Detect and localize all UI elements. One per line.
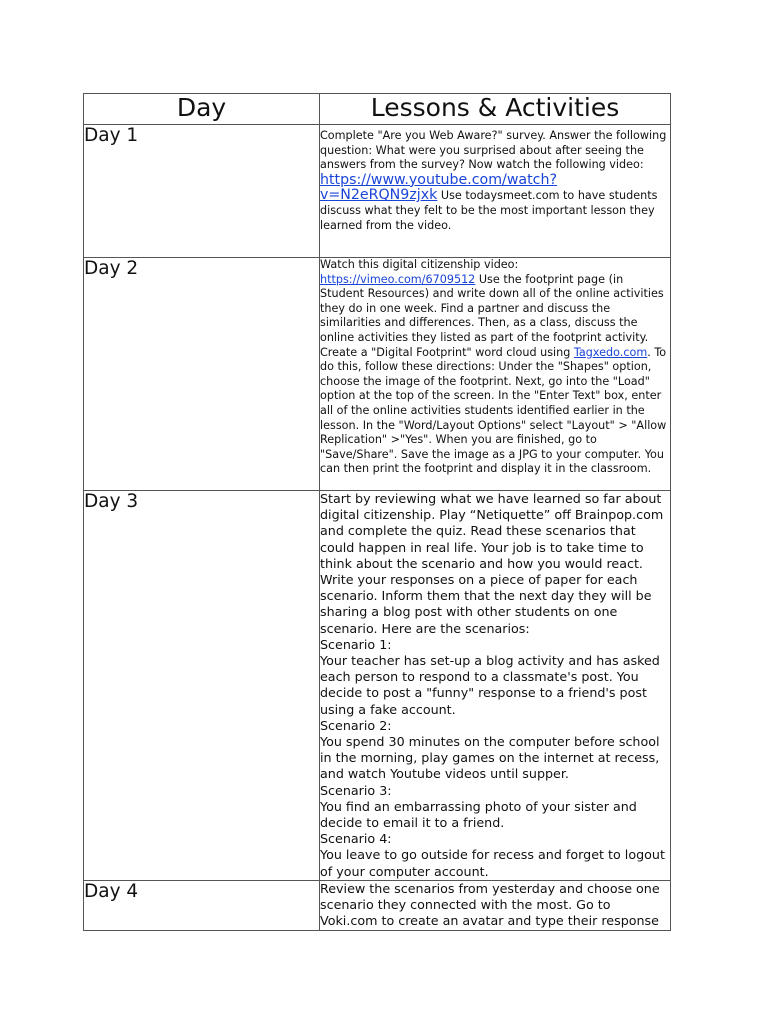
scenario-title: Scenario 2: bbox=[320, 717, 392, 733]
day-label: Day 1 bbox=[84, 125, 320, 258]
activity-text: Complete "Are you Web Aware?" survey. Answer the following question: What were you surprised about after seeing the answers from the survey? Now watch the following video: bbox=[320, 129, 667, 172]
activity-text: Watch this digital citizenship video: bbox=[320, 258, 519, 271]
table-row bbox=[84, 880, 671, 930]
day-label: Day 3 bbox=[84, 491, 320, 881]
youtube-video-link[interactable]: https://www.youtube.com/watch?v=N2eRQN9zjxk bbox=[320, 171, 558, 204]
scenario-title: Scenario 4: bbox=[320, 831, 392, 847]
lesson-plan-table bbox=[83, 93, 671, 931]
table-header-row bbox=[84, 94, 671, 125]
activity-text: Review the scenarios from yesterday and choose one scenario they connected with the most. Go to Voki.com to create an avatar and type their response bbox=[320, 880, 660, 929]
vimeo-video-link[interactable]: https://vimeo.com/6709512 bbox=[320, 272, 476, 286]
scenario-title: Scenario 1: bbox=[320, 636, 392, 652]
day-label: Day 4 bbox=[84, 880, 320, 930]
column-header-day: Day bbox=[84, 94, 320, 125]
activity-text: Use the footprint page (in Student Resources) and write down all of the online activities they do in one week. Find a partner and discuss the similarities and differences. Then, as a class, discuss the online activities they listed as part of the footprint activity. Create a "Digital Footprint" word cloud using bbox=[320, 272, 664, 359]
scenario-text: You leave to go outside for recess and forget to logout of your computer account. bbox=[320, 847, 665, 879]
activity-cell bbox=[320, 258, 671, 491]
table-row bbox=[84, 125, 671, 258]
day-label: Day 2 bbox=[84, 258, 320, 491]
scenario-text: You spend 30 minutes on the computer before school in the morning, play games on the internet at recess, and watch Youtube videos until supper. bbox=[320, 734, 660, 782]
activity-text: Start by reviewing what we have learned so far about digital citizenship. Play “Netiquette” off Brainpop.com and complete the quiz. Read these scenarios that could happen in real life. Your job is to take time to think about the scenario and how you would react. Write your responses on a piece of paper for each scenario. Inform them that the next day they will be sharing a blog post with other students on one scenario. Here are the scenarios: bbox=[320, 491, 664, 636]
table-row bbox=[84, 258, 671, 491]
activity-cell bbox=[320, 880, 671, 930]
activity-text: Use todaysmeet.com to have students discuss what they felt to be the most important lesson they learned from the video. bbox=[320, 189, 658, 232]
activity-text: . To do this, follow these directions: Under the "Shapes" option, choose the image of the footprint. Next, go into the "Load" option at the top of the screen. In the "Enter Text" box, enter all of the online activities students identified earlier in the lesson. In the "Word/Layout Options" select "Layout" > "Allow Replication" >"Yes". When you are finished, go to "Save/Share". Save the image as a JPG to your computer. You can then print the footprint and display it in the classroom. bbox=[320, 345, 667, 476]
column-header-lessons: Lessons & Activities bbox=[320, 94, 671, 125]
table-row bbox=[84, 491, 671, 881]
activity-cell bbox=[320, 125, 671, 258]
scenario-text: Your teacher has set-up a blog activity and has asked each person to respond to a classmate's post. You decide to post a "funny" response to a friend's post using a fake account. bbox=[320, 653, 660, 717]
activity-cell bbox=[320, 491, 671, 881]
scenario-title: Scenario 3: bbox=[320, 782, 392, 798]
scenario-text: You find an embarrassing photo of your sister and decide to email it to a friend. bbox=[320, 798, 637, 831]
tagxedo-link[interactable]: Tagxedo.com bbox=[573, 345, 648, 359]
